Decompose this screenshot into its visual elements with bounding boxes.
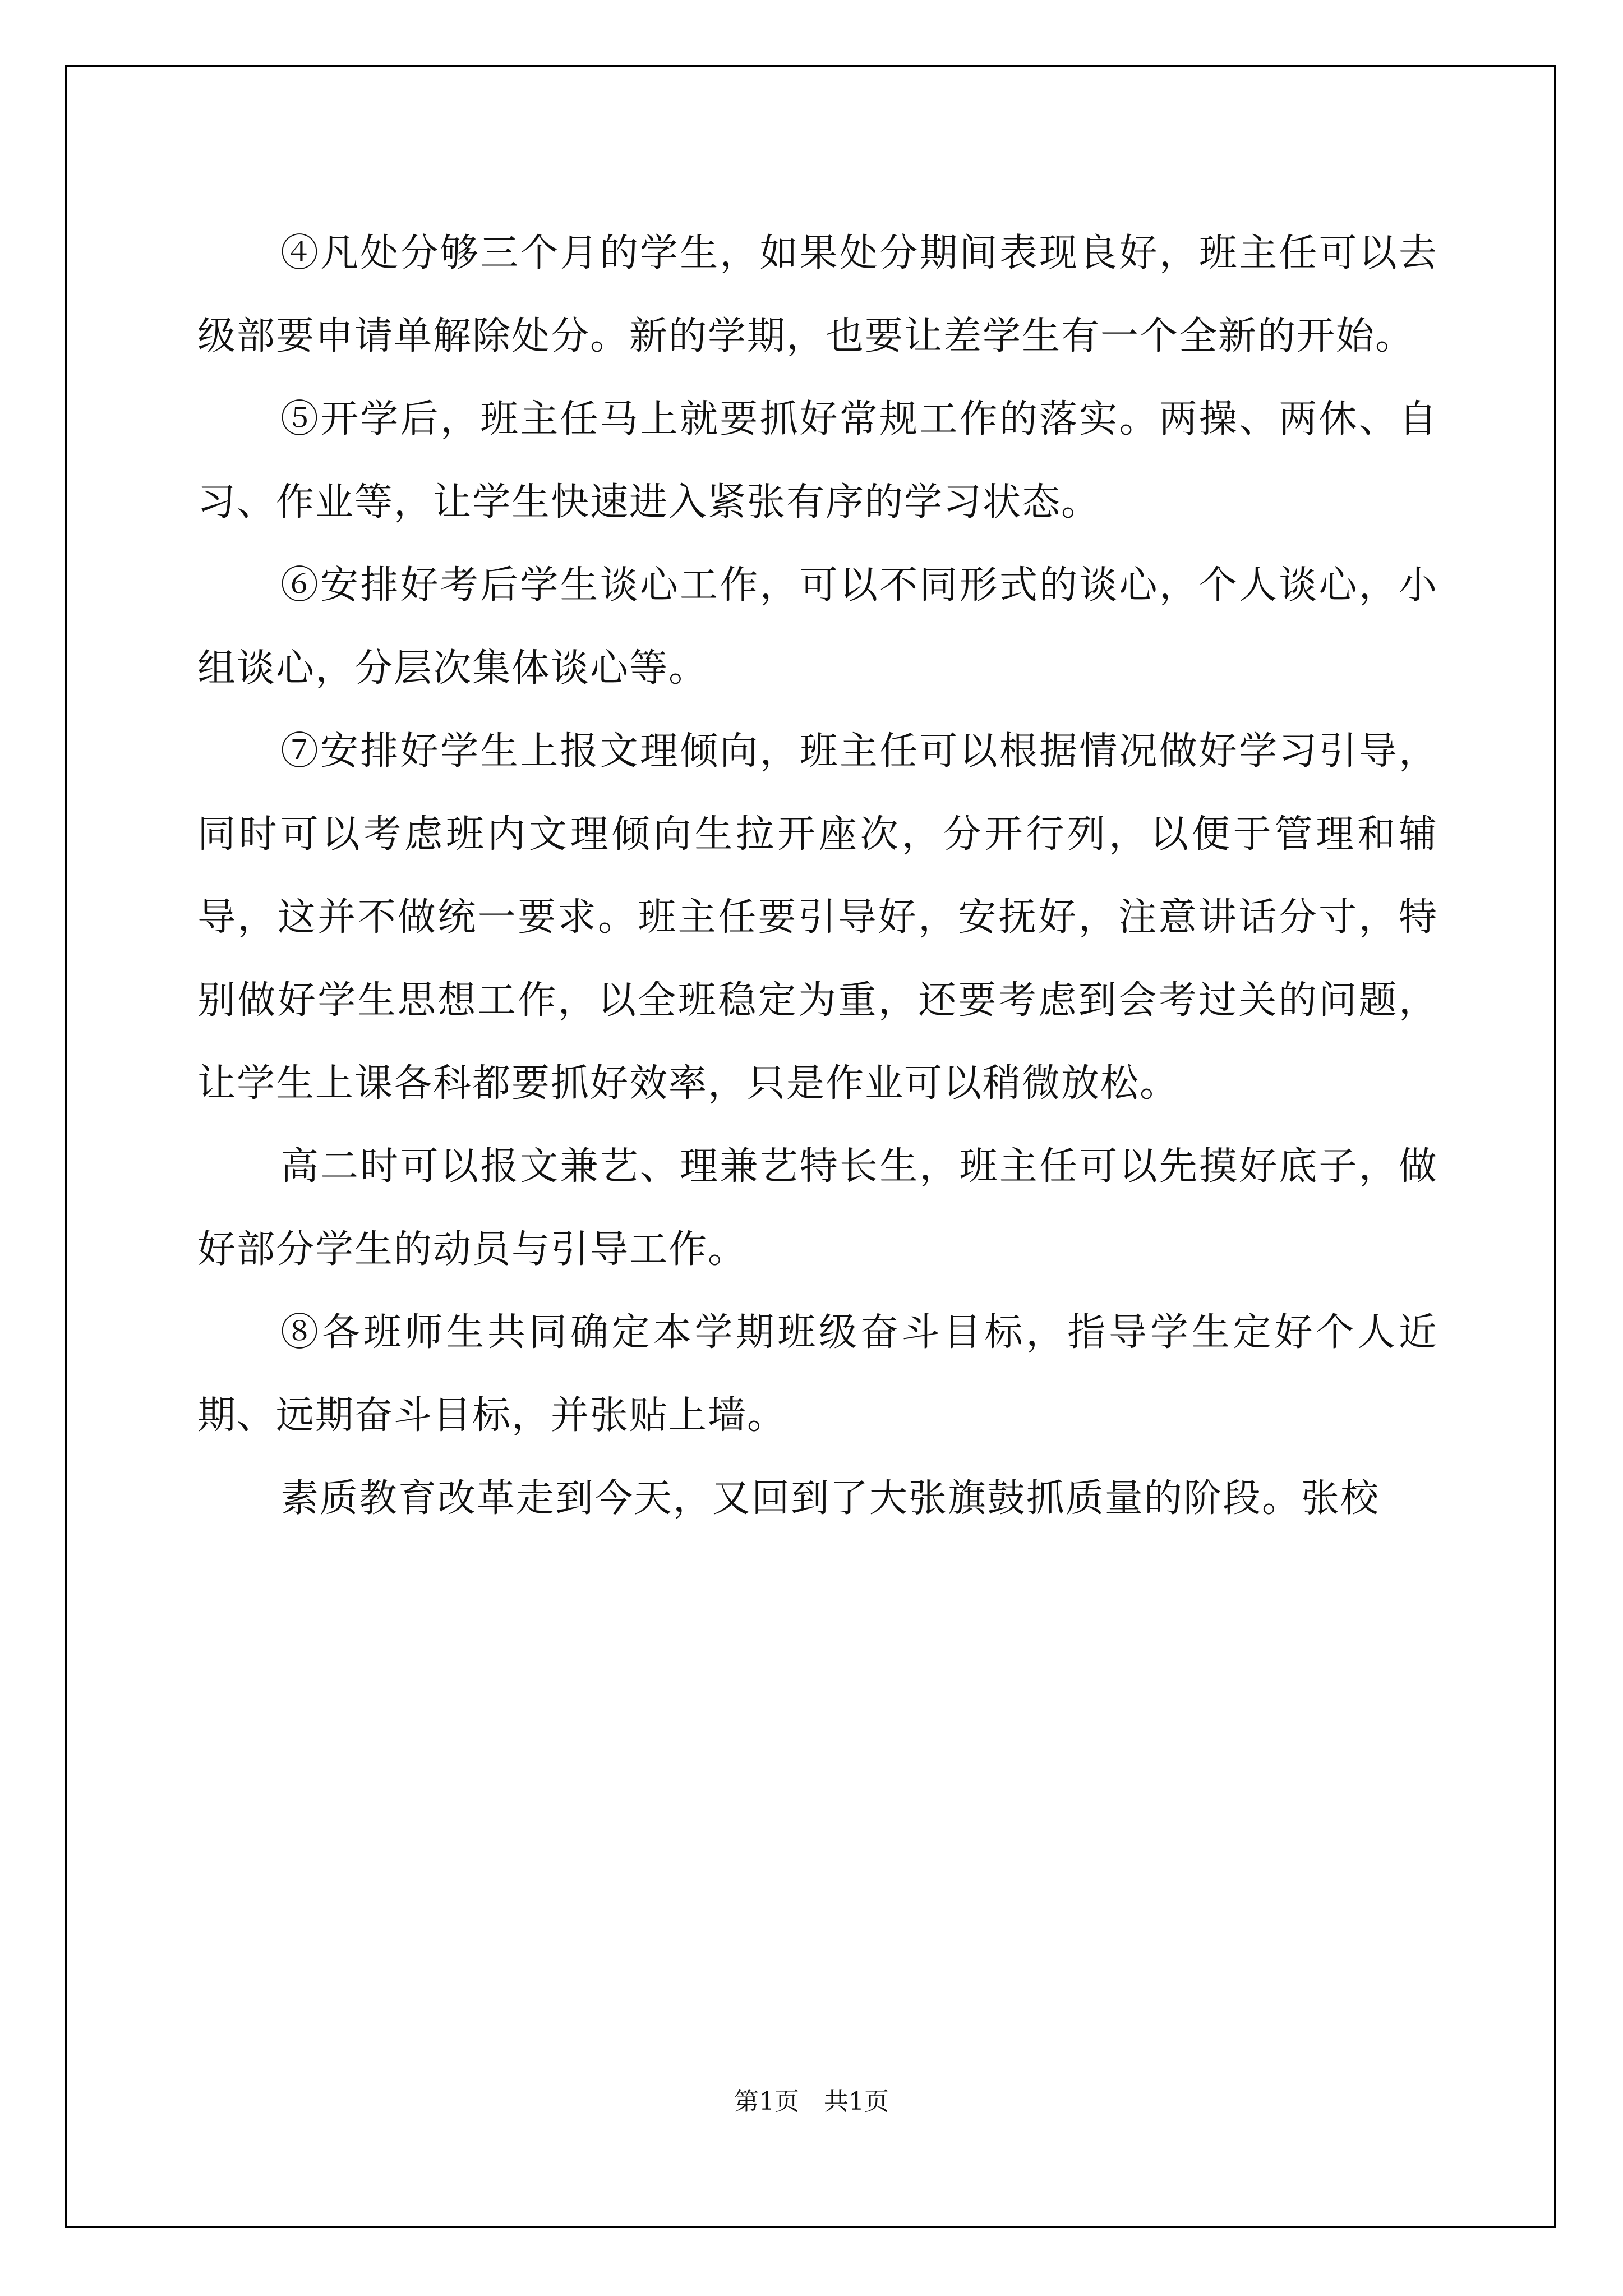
paragraph-7: ⑦安排好学生上报文理倾向，班主任可以根据情况做好学习引导，同时可以考虑班内文理倾向生拉开座次，分开行列，以便于管理和辅导，这并不做统一要求。班主任要引导好，安抚好，注意讲话分寸，特别做好学生思想工作，以全班稳定为重，还要考虑到会考过关的问题，让学生上课各科都要抓好效率，只是作业可以稍微放松。	[197, 729, 1438, 1106]
paragraph-4: ④凡处分够三个月的学生，如果处分期间表现良好，班主任可以去级部要申请单解除处分。新的学期，也要让差学生有一个全新的开始。	[197, 231, 1438, 358]
paragraph-art-students: 高二时可以报文兼艺、理兼艺特长生，班主任可以先摸好底子，做好部分学生的动员与引导工作。	[197, 1144, 1438, 1272]
paragraph-5: ⑤开学后，班主任马上就要抓好常规工作的落实。两操、两休、自习、作业等，让学生快速进入紧张有序的学习状态。	[197, 397, 1438, 524]
paragraph-quality-education: 素质教育改革走到今天，又回到了大张旗鼓抓质量的阶段。张校	[280, 1476, 1380, 1521]
paragraph-6: ⑥安排好考后学生谈心工作，可以不同形式的谈心，个人谈心，小组谈心，分层次集体谈心等。	[197, 563, 1438, 691]
document-body	[197, 212, 1438, 1540]
page-footer: 第1页 共1页	[734, 2087, 889, 2116]
paragraph-8: ⑧各班师生共同确定本学期班级奋斗目标，指导学生定好个人近期、远期奋斗目标，并张贴上墙。	[197, 1310, 1438, 1438]
